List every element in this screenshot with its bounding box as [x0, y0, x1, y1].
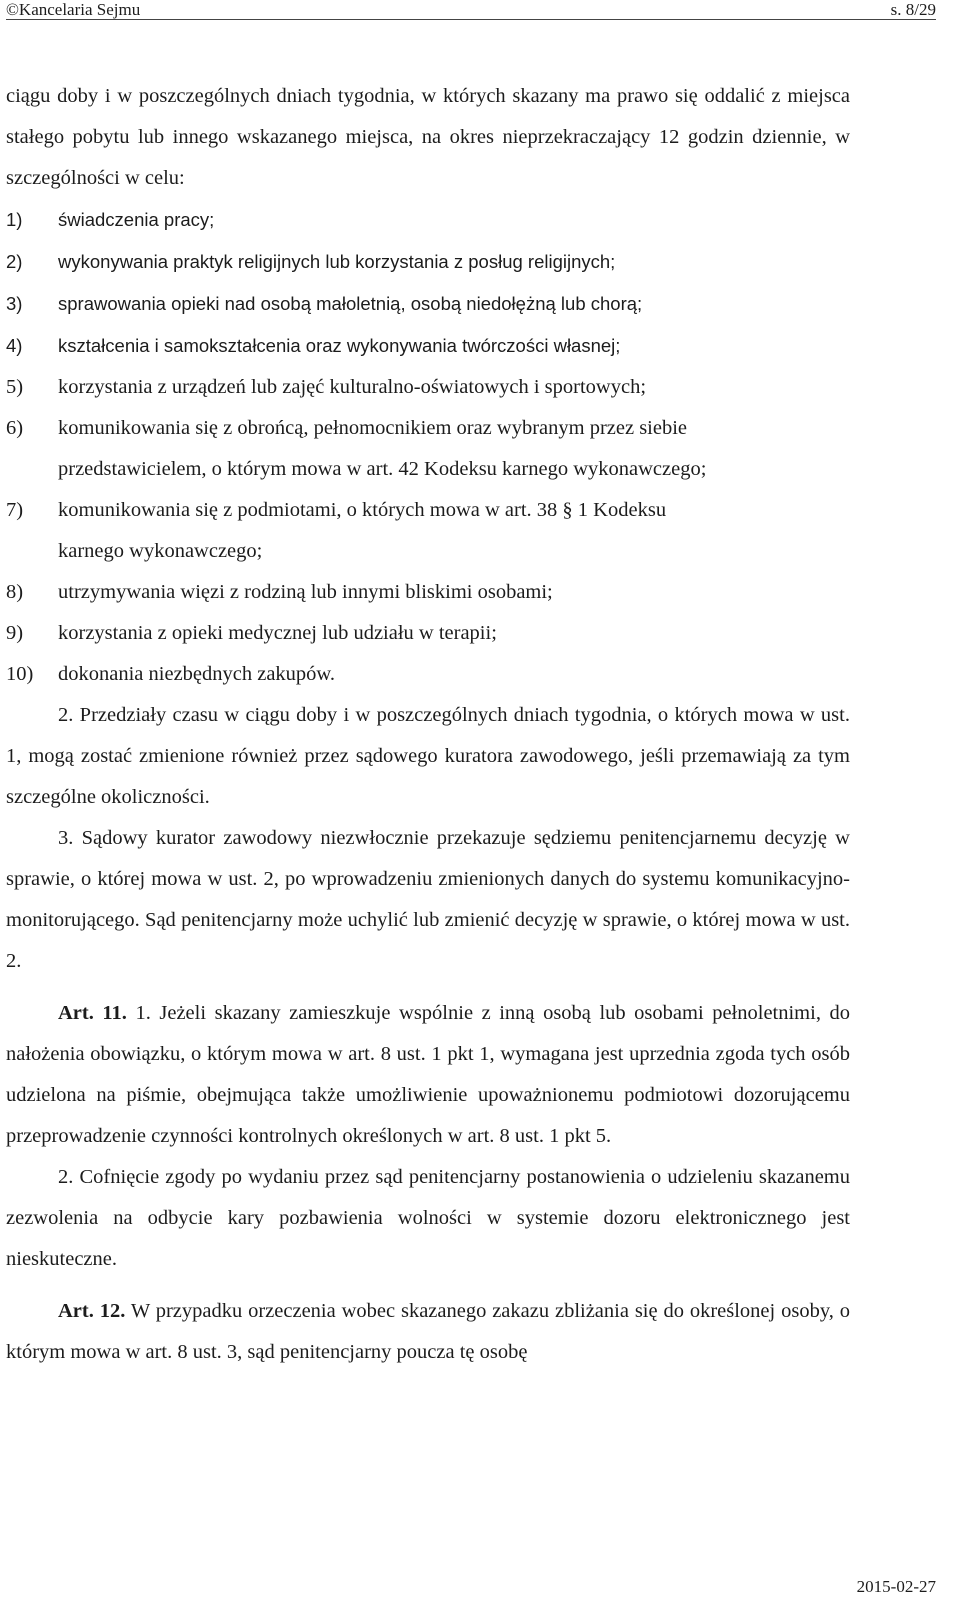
document-body: [6, 76, 850, 1373]
list-item: [6, 613, 850, 654]
paragraph-3: 3. Sądowy kurator zawodowy niezwłocznie przekazuje sędziemu penitencjarnemu decyzję w sprawie, o której mowa w ust. 2, po wprowadzeniu zmienionych danych do systemu komunikacyjno-monitorującego. Sąd penitencjarny może uchylić lub zmienić decyzję w sprawie, o której mowa w ust. 2.: [6, 827, 850, 972]
list-item-text: korzystania z urządzeń lub zajęć kulturalno-oświatowych i sportowych;: [58, 376, 647, 398]
list-item: [6, 241, 850, 283]
list-item: [6, 325, 850, 367]
article-11-label: Art. 11.: [58, 1002, 127, 1024]
article-12-text: W przypadku orzeczenia wobec skazanego zakazu zbliżania się do określonej osoby, o którym mowa w art. 8 ust. 3, sąd penitencjarny poucza tę osobę: [6, 1300, 850, 1363]
list-item-number: 5): [6, 376, 24, 398]
list-item-number: 6): [6, 417, 24, 439]
article-11-text: 1. Jeżeli skazany zamieszkuje wspólnie z inną osobą lub osobami pełnoletnimi, do nałożenia obowiązku, o którym mowa w art. 8 ust. 1 pkt 1, wymagana jest uprzednia zgoda tych osób udzielona na piśmie, obejmująca także umożliwienie upoważnionemu podmiotowi dozorującemu przeprowadzenie czynności kontrolnych określonych w art. 8 ust. 1 pkt 5.: [6, 1002, 850, 1147]
list-item-text: dokonania niezbędnych zakupów.: [58, 663, 336, 685]
article-11-paragraph-1: [6, 993, 850, 1157]
list-item-number: 9): [6, 622, 24, 644]
article-12-paragraph: [6, 1291, 850, 1373]
list-item-number: 2): [6, 251, 23, 272]
header-source: ©Kancelaria Sejmu: [6, 0, 141, 19]
list-item: [6, 283, 850, 325]
page-header: [0, 0, 960, 20]
header-rule: [6, 19, 936, 20]
list-item-text: korzystania z opieki medycznej lub udziału w terapii;: [58, 622, 497, 644]
list-item: [6, 490, 850, 531]
article-12-label: Art. 12.: [58, 1300, 126, 1322]
list-item: [6, 572, 850, 613]
list-item-continuation: karnego wykonawczego;: [58, 540, 263, 562]
list-item-text: utrzymywania więzi z rodziną lub innymi bliskimi osobami;: [58, 581, 553, 603]
list-item-number: 10): [6, 663, 34, 685]
list-item-number: 1): [6, 209, 23, 230]
list-item-text: świadczenia pracy;: [58, 209, 215, 230]
intro-paragraph: ciągu doby i w poszczególnych dniach tygodnia, w których skazany ma prawo się oddalić z miejsca stałego pobytu lub innego wskazanego miejsca, na okres nieprzekraczający 12 godzin dziennie, w szczególności w celu:: [6, 85, 850, 189]
list-item-text: sprawowania opieki nad osobą małoletnią, osobą niedołężną lub chorą;: [58, 293, 643, 314]
list-item-text: wykonywania praktyk religijnych lub korzystania z posług religijnych;: [58, 251, 616, 272]
list-item: [6, 654, 850, 695]
list-item: [6, 367, 850, 408]
list-item-text: komunikowania się z podmiotami, o których mowa w art. 38 § 1 Kodeksu: [58, 499, 667, 521]
list-item-continuation: przedstawicielem, o którym mowa w art. 42 Kodeksu karnego wykonawczego;: [58, 458, 707, 480]
footer-date: 2015-02-27: [856, 1577, 936, 1596]
list-item-text: komunikowania się z obrońcą, pełnomocnikiem oraz wybranym przez siebie: [58, 417, 688, 439]
list-item-number: 4): [6, 335, 23, 356]
list-item-number: 3): [6, 293, 23, 314]
header-page-number: s. 8/29: [890, 0, 936, 19]
list-item-text: kształcenia i samokształcenia oraz wykonywania twórczości własnej;: [58, 335, 621, 356]
paragraph-2: 2. Przedziały czasu w ciągu doby i w poszczególnych dniach tygodnia, o których mowa w ust. 1, mogą zostać zmienione również przez sądowego kuratora zawodowego, jeśli przemawiają za tym szczególne okoliczności.: [6, 704, 850, 808]
list-item-number: 7): [6, 499, 24, 521]
list-item: [6, 408, 850, 449]
article-11-paragraph-2: 2. Cofnięcie zgody po wydaniu przez sąd penitencjarny postanowienia o udzieleniu skazanemu zezwolenia na odbycie kary pozbawienia wolności w systemie dozoru elektronicznego jest nieskuteczne.: [6, 1166, 850, 1270]
list-item: [6, 199, 850, 241]
list-item-number: 8): [6, 581, 24, 603]
